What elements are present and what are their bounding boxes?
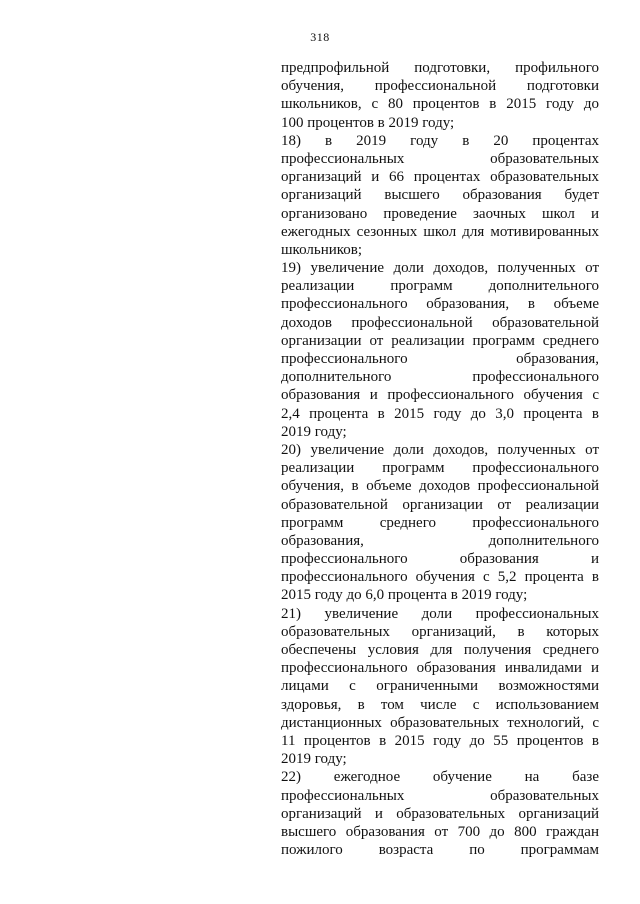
text-line: профессионального образования и xyxy=(281,551,599,568)
text-line: профессионального образования, в объеме xyxy=(281,296,599,313)
text-line: программ среднего профессионального xyxy=(281,514,599,531)
text-line: обучения, профессиональной подготовки xyxy=(281,78,599,95)
text-line: ежегодных сезонных школ для мотивированных xyxy=(281,223,599,240)
text-line: образовательных организаций, в которых xyxy=(281,623,599,640)
text-line: дистанционных образовательных технологий, с xyxy=(281,714,599,731)
text-line: школьников; xyxy=(281,241,363,258)
text-line: 2015 году до 6,0 процента в 2019 году; xyxy=(281,587,528,604)
text-line: обучения, в объеме доходов профессиональной xyxy=(281,478,599,495)
text-line: 100 процентов в 2019 году; xyxy=(281,114,455,131)
text-line: 2,4 процента в 2015 году до 3,0 процента в xyxy=(281,405,599,422)
text-line: 20) увеличение доли доходов, полученных от xyxy=(281,441,599,458)
text-line: лицами с ограниченными возможностями xyxy=(281,678,599,695)
page-number: 318 xyxy=(310,30,330,44)
text-line: организовано проведение заочных школ и xyxy=(281,205,599,222)
text-line: реализации программ дополнительного xyxy=(281,278,599,295)
text-line: организаций высшего образования будет xyxy=(281,187,599,204)
text-line: организаций и образовательных организаций xyxy=(281,805,599,822)
text-line: образования, дополнительного xyxy=(281,532,599,549)
text-line: 11 процентов в 2015 году до 55 процентов в xyxy=(281,732,599,749)
text-line: организации от реализации программ среднего xyxy=(281,332,599,349)
text-line: 2019 году; xyxy=(281,423,347,440)
text-line: дополнительного профессионального xyxy=(281,369,599,386)
text-line: пожилого возраста по программам xyxy=(281,842,599,859)
text-line: доходов профессиональной образовательной xyxy=(281,314,599,331)
text-line: 2019 году; xyxy=(281,751,347,768)
text-line: 21) увеличение доли профессиональных xyxy=(281,605,599,622)
text-line: здоровья, в том числе с использованием xyxy=(281,696,599,713)
text-line: реализации программ профессионального xyxy=(281,460,599,477)
text-line: 18) в 2019 году в 20 процентах xyxy=(281,132,599,149)
text-line: профессиональных образовательных xyxy=(281,150,599,167)
text-line: организаций и 66 процентах образовательных xyxy=(281,169,599,186)
text-line: предпрофильной подготовки, профильного xyxy=(281,60,599,76)
text-line: образования и профессионального обучения с xyxy=(281,387,599,404)
document-body xyxy=(281,59,599,859)
text-line: профессиональных образовательных xyxy=(281,787,599,804)
text-line: профессионального образования инвалидами и xyxy=(281,660,599,677)
text-line: высшего образования от 700 до 800 граждан xyxy=(281,823,599,840)
text-line: образовательной организации от реализации xyxy=(281,496,599,513)
text-line: 19) увеличение доли доходов, полученных от xyxy=(281,260,599,277)
text-line: 22) ежегодное обучение на базе xyxy=(281,769,599,786)
text-line: профессионального обучения с 5,2 процента в xyxy=(281,569,599,586)
text-line: обеспечены условия для получения среднего xyxy=(281,642,599,658)
text-line: профессионального образования, xyxy=(281,351,599,367)
text-line: школьников, с 80 процентов в 2015 году до xyxy=(281,96,599,113)
